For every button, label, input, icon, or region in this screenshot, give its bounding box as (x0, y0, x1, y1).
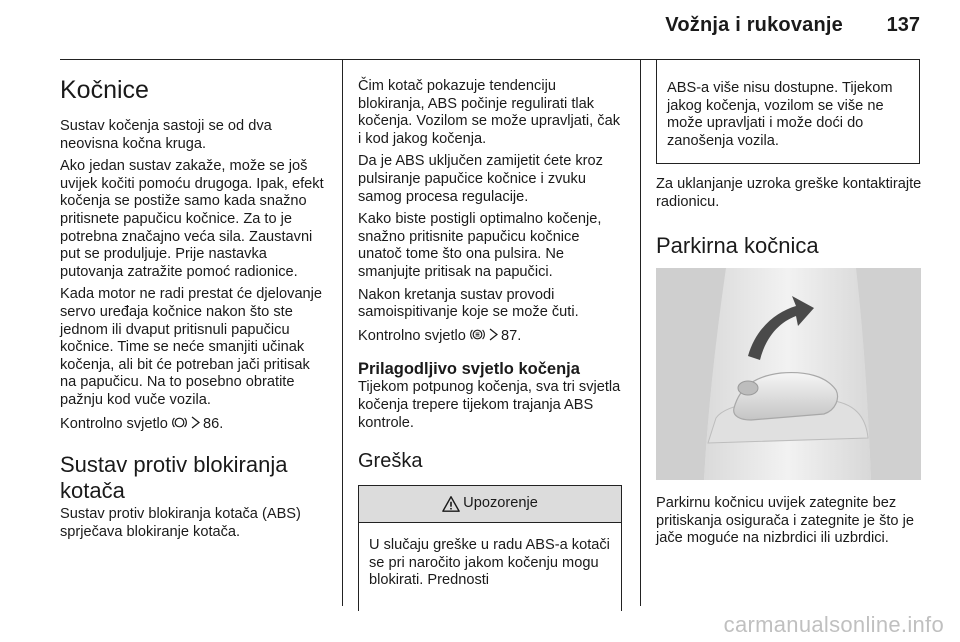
paragraph: Ako jedan sustav zakaže, može se još uvijek kočiti pomoću drugoga. Ipak, efekt kočenja se postiže samo kada snažno pritisnete papučicu kočnice. Za to je potrebna značajno veća sila. Zaustavni put se produljuje. Prije nastavka putovanja zatražite pomoć radionice. (60, 158, 324, 280)
page-number: 137 (886, 14, 920, 36)
column-3 (656, 60, 922, 548)
watermark: carmanualsonline.info (723, 612, 944, 637)
heading-parking-brake: Parkirna kočnica (656, 233, 819, 259)
paragraph: Kada motor ne radi prestat će djelovanje servo uređaja kočnice nakon što ste jednom ili dvaput pritisnuli papučicu kočnice. Time se neće smanjiti učinak kočenja, ali bit će potreban jači pritisak na papučicu. Na to posebno obratite pažnju kod vuče vozila. (60, 286, 323, 408)
heading-adaptive-brake-light: Prilagodljivo svjetlo kočenja (358, 360, 580, 379)
paragraph: Za uklanjanje uzroka greške kontaktirajte radionicu. (656, 176, 922, 210)
paragraph: Kako biste postigli optimalno kočenje, snažno pritisnite papučicu kočnice unatoč tome što ona pulsira. Ne smanjujte pritisak na papučici. (358, 211, 602, 280)
brake-indicator-reference: Kontrolno svjetlo 86. (60, 415, 224, 432)
heading-brakes: Kočnice (60, 76, 149, 104)
paragraph: Tijekom potpunog kočenja, sva tri svjetla kočenja trepere tijekom trajanja ABS kontrole. (358, 379, 621, 431)
parking-brake-illustration (656, 268, 922, 480)
page-reference-arrow-icon (191, 416, 200, 429)
warning-box-header (359, 486, 621, 523)
heading-fault: Greška (358, 450, 423, 473)
warning-text: U slučaju greške u radu ABS-a kotači se pri naročito jakom kočenju mogu blokirati. Prednosti (369, 537, 610, 589)
paragraph: Parkirnu kočnicu uvijek zategnite bez pritiskanja osigurača i zategnite je što je jače moguće na nizbrdici ili uzbrdici. (656, 495, 914, 547)
warning-box-continued (656, 60, 920, 164)
column-2 (358, 60, 626, 611)
abs-indicator-reference: Kontrolno svjetlo 87. (358, 327, 522, 344)
column-divider-right (640, 60, 641, 606)
paragraph: Nakon kretanja sustav provodi samoispitivanje koje se može čuti. (358, 286, 579, 321)
column-1 (60, 60, 328, 541)
warning-text-continued: ABS-a više nisu dostupne. Tijekom jakog kočenja, vozilom se više ne može upravljati i može doći do zanošenja vozila. (667, 80, 893, 149)
brake-warning-icon (172, 415, 187, 430)
warning-title: Upozorenje (463, 495, 538, 512)
paragraph: Da je ABS uključen zamijetit ćete kroz pulsiranje papučice kočnice i zvuku samog procesa regulacije. (358, 153, 603, 205)
warning-triangle-icon (442, 495, 460, 513)
paragraph: Sustav kočenja sastoji se od dva neovisna kočna kruga. (60, 118, 272, 152)
abs-warning-icon (470, 327, 485, 342)
paragraph: Čim kotač pokazuje tendenciju blokiranja, ABS počinje regulirati tlak kočenja. Vozilom se može upravljati, čak i kod jakog kočenja. (358, 78, 620, 147)
warning-box (358, 485, 622, 611)
page-reference-arrow-icon (489, 328, 498, 341)
paragraph: Sustav protiv blokiranja kotača (ABS) sprječava blokiranje kotača. (60, 506, 301, 540)
column-divider-left (342, 60, 343, 606)
heading-abs: Sustav protiv blokiranja kotača (60, 452, 288, 504)
page-header-title: Vožnja i rukovanje (665, 14, 843, 36)
